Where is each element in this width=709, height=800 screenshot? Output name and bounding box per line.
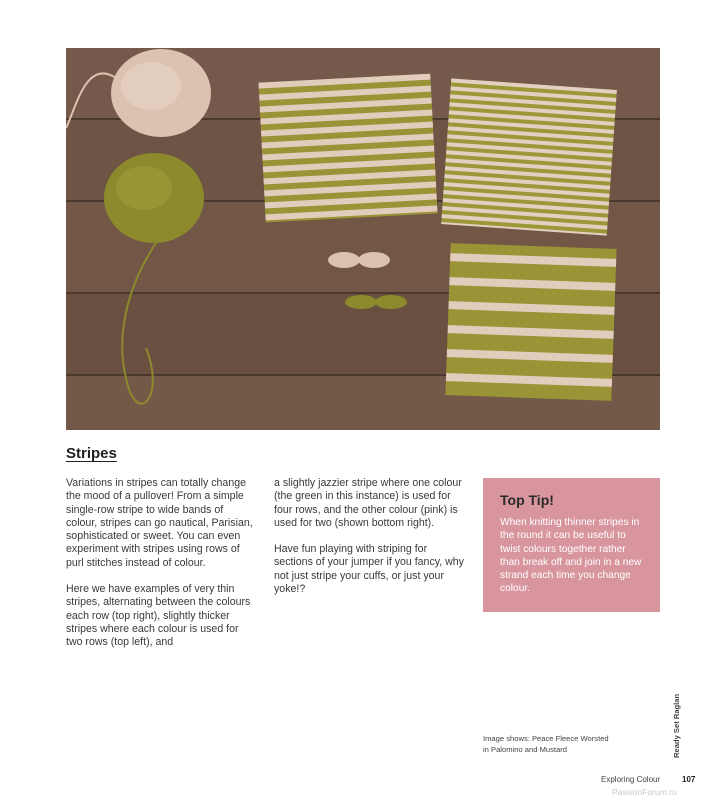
- footer-section-name: Exploring Colour: [601, 775, 661, 784]
- top-tip-box: [483, 478, 660, 612]
- page-number: 107: [682, 775, 696, 784]
- section-heading: Stripes: [66, 445, 117, 462]
- caption-line: Image shows: Peace Fleece Worsted: [483, 734, 609, 743]
- paragraph: Variations in stripes can totally change the mood of a pullover! From a simple single-row stripe to wide bands of colour, stripes can go nautical, Parisian, sophisticated or sweet. You can even experiment with stripes using rows of purl stitches instead of colour.: [66, 477, 253, 569]
- book-title-side-label: Ready Set Raglan: [672, 693, 681, 758]
- photo-illustration: [66, 48, 660, 430]
- paragraph: Here we have examples of very thin stripes, alternating between the colours each row (top right), slightly thicker stripes where each colour is used for two rows (top left), and: [66, 583, 251, 649]
- body-column-right: [274, 477, 464, 609]
- caption-line: in Palomino and Mustard: [483, 745, 567, 754]
- knitted-stripes-photo: [66, 48, 660, 430]
- image-caption: [483, 733, 643, 755]
- paragraph: a slightly jazzier stripe where one colour (the green in this instance) is used for four rows, and the other colour (pink) is used for two (shown bottom right).: [274, 477, 462, 529]
- tip-text: When knitting thinner stripes in the round it can be useful to twist colours together rather than break off and join in a new strand each time you change colour.: [500, 517, 642, 595]
- body-column-left: [66, 477, 256, 663]
- paragraph: Have fun playing with striping for sections of your jumper if you fancy, why not just stripe your cuffs, or just your yoke!?: [274, 543, 464, 596]
- watermark: PassionForum.ru: [612, 787, 677, 797]
- tip-title: Top Tip!: [500, 492, 554, 508]
